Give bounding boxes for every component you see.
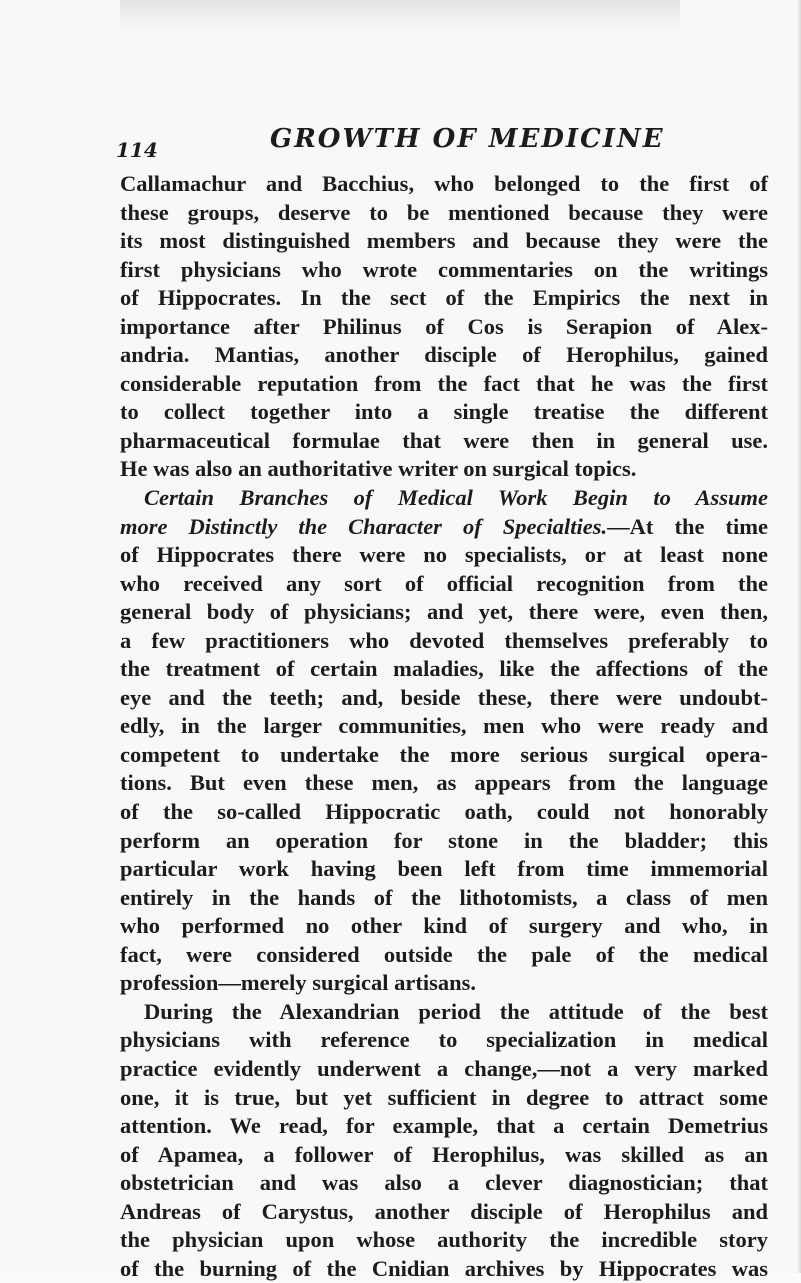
- text-line: of Hippocrates. In the sect of the Empirics the next in: [120, 285, 768, 311]
- page-edge-shadow: [797, 0, 801, 1273]
- show-through-bleed: [120, 0, 680, 30]
- text-line: who performed no other kind of surgery and who, in: [120, 913, 768, 939]
- text-line: of Apamea, a follower of Herophilus, was skilled as an: [120, 1141, 768, 1167]
- body-text: [120, 170, 768, 1283]
- text-line: practice evidently underwent a change,—not a very marked: [120, 1055, 768, 1081]
- section-heading-continuation: [120, 513, 768, 542]
- text-line: Andreas of Carystus, another disciple of Herophilus and: [120, 1198, 768, 1224]
- text-line: He was also an authoritative writer on surgical topics.: [120, 456, 637, 482]
- text-line: obstetrician and was also a clever diagnostician; that: [120, 1170, 768, 1196]
- text-line: fact, were considered outside the pale of the medical: [120, 941, 768, 967]
- text-line: particular work having been left from time immemorial: [120, 856, 768, 882]
- running-title: GROWTH OF MEDICINE: [270, 124, 665, 154]
- text-line: first physicians who wrote commentaries on the writings: [120, 256, 768, 282]
- text-line: its most distinguished members and because they were the: [120, 228, 768, 254]
- text-line: of the so-called Hippocratic oath, could not honorably: [120, 799, 768, 825]
- text-line: competent to undertake the more serious surgical opera-: [120, 741, 768, 767]
- text-line: Callamachur and Bacchius, who belonged to the first of: [120, 171, 768, 196]
- text-line: entirely in the hands of the lithotomists, a class of men: [120, 884, 768, 910]
- text-line: who received any sort of official recognition from the: [120, 570, 768, 596]
- text-line: tions. But even these men, as appears from the language: [120, 770, 768, 796]
- text-line: andria. Mantias, another disciple of Herophilus, gained: [120, 342, 768, 368]
- text-line: the treatment of certain maladies, like the affections of the: [120, 656, 768, 682]
- page-header: [116, 124, 776, 164]
- text-line: importance after Philinus of Cos is Serapion of Alex-: [120, 313, 768, 339]
- text-line: general body of physicians; and yet, there were, even then,: [120, 599, 768, 625]
- text-line: considerable reputation from the fact that he was the first: [120, 370, 768, 396]
- text-line: these groups, deserve to be mentioned because they were: [120, 199, 768, 225]
- text-line: perform an operation for stone in the bladder; this: [120, 827, 768, 853]
- text-line: profession—merely surgical artisans.: [120, 970, 477, 996]
- text-run: —At the time: [607, 513, 768, 539]
- text-line: of the burning of the Cnidian archives by Hippocrates was: [120, 1255, 768, 1281]
- section-heading: Certain Branches of Medical Work Begin to Assume: [144, 485, 768, 511]
- text-line: a few practitioners who devoted themselves preferably to: [120, 627, 768, 653]
- text-line: attention. We read, for example, that a certain Demetrius: [120, 1113, 768, 1139]
- text-line: During the Alexandrian period the attitude of the best: [144, 998, 768, 1024]
- text-line: the physician upon whose authority the incredible story: [120, 1227, 768, 1253]
- text-line: edly, in the larger communities, men who were ready and: [120, 713, 768, 739]
- text-line: of Hippocrates there were no specialists, or at least none: [120, 542, 768, 568]
- text-line: pharmaceutical formulae that were then in general use.: [120, 427, 768, 453]
- text-line: to collect together into a single treatise the different: [120, 399, 768, 425]
- page-number: 114: [116, 138, 158, 162]
- text-line: eye and the teeth; and, beside these, there were undoubt-: [120, 684, 768, 710]
- text-line: one, it is true, but yet sufficient in degree to attract some: [120, 1084, 768, 1110]
- text-line: physicians with reference to specialization in medical: [120, 1027, 768, 1053]
- section-heading-end: more Distinctly the Character of Specialties.: [120, 513, 608, 539]
